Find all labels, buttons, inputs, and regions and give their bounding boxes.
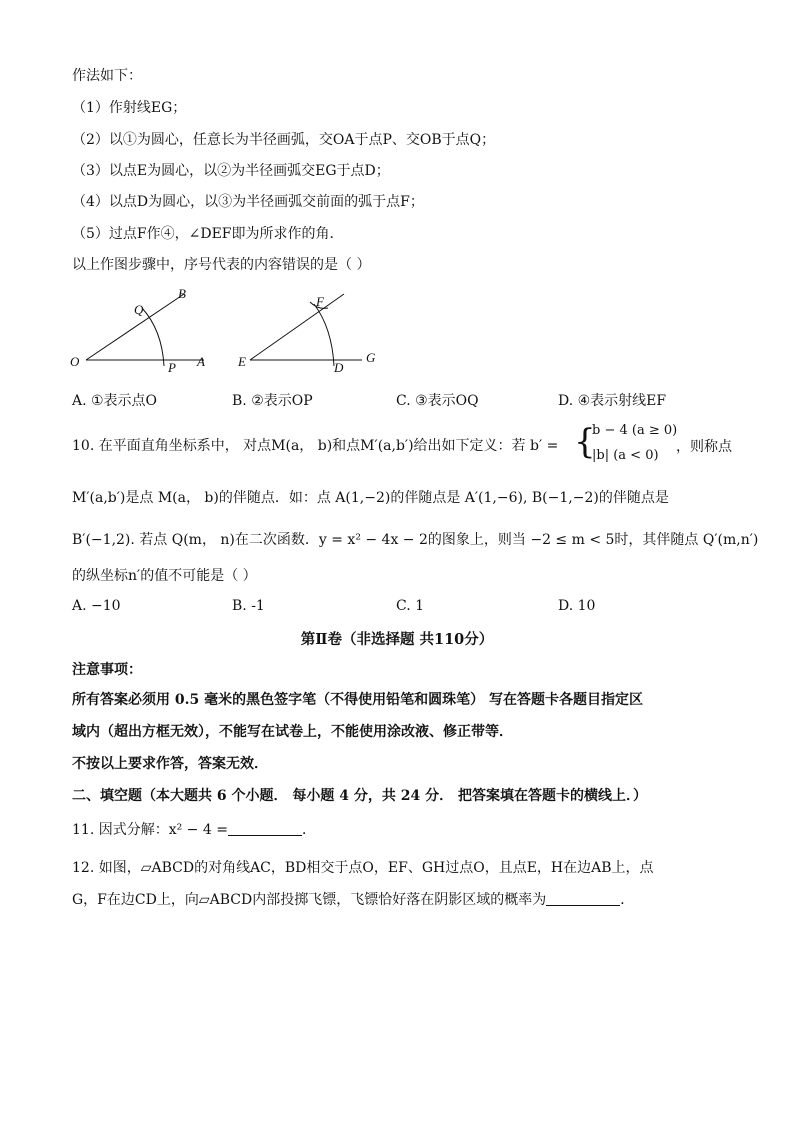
question-9-stem: 以上作图步骤中，序号代表的内容错误的是（ ）	[72, 257, 371, 273]
section-2-title: 第Ⅱ卷（非选择题 共110分）	[300, 631, 494, 648]
label-g: G	[366, 350, 376, 365]
q9-option-c[interactable]: C. ③表示OQ	[396, 393, 479, 409]
method-step-4: （4）以点D为圆心，以③为半径画弧交前面的弧于点F；	[72, 194, 424, 210]
arc-pq	[142, 308, 164, 366]
label-e: E	[238, 354, 246, 369]
notice-title: 注意事项：	[72, 662, 142, 678]
q9-option-b[interactable]: B. ②表示OP	[232, 393, 313, 409]
q10-line-4: 的纵坐标n′的值不可能是（ ）	[72, 568, 257, 584]
part-2-title: 二、填空题（本大题共 6 个小题． 每小题 4 分，共 24 分． 把答案填在答题卡的横线上．）	[72, 788, 647, 804]
q9-option-a[interactable]: A. ①表示点O	[72, 393, 158, 409]
q11-answer-blank[interactable]	[228, 821, 302, 836]
notice-line-2: 域内（超出方框无效），不能写在试卷上，不能使用涂改液、修正带等．	[72, 724, 513, 740]
label-b: B	[178, 286, 186, 301]
label-f: F	[316, 294, 324, 309]
q10-option-b[interactable]: B. -1	[232, 598, 265, 614]
q12-end: ．	[620, 892, 635, 908]
label-p: P	[168, 360, 176, 375]
q10-line-1-end: ，则称点	[676, 439, 732, 455]
label-q: Q	[134, 302, 144, 317]
label-o: O	[70, 354, 80, 369]
q11	[72, 820, 316, 840]
method-step-3: （3）以点E为圆心，以②为半径画弧交EG于点D；	[72, 163, 390, 179]
figure-angle-def	[232, 284, 392, 376]
method-step-5: （5）过点F作④，∠DEF即为所求作的角．	[72, 226, 344, 242]
q11-end: ．	[301, 822, 316, 838]
method-step-1: （1）作射线EG；	[72, 100, 187, 116]
piecewise-brace: {	[574, 422, 596, 462]
method-intro: 作法如下：	[72, 68, 142, 84]
piecewise-case-1: b − 4 (a ≥ 0)	[592, 423, 678, 438]
method-step-2: （2）以①为圆心，任意长为半径画弧，交OA于点P、交OB于点Q；	[72, 132, 496, 148]
q12-line-2	[72, 890, 634, 910]
piecewise-case-2: |b| (a < 0)	[592, 448, 659, 463]
q9-option-d[interactable]: D. ④表示射线EF	[558, 393, 667, 409]
q10-line-2: M′(a,b′)是点 M(a， b)的伴随点．如：点 A(1,−2)的伴随点是 A′(1,−6), B(−1,−2)的伴随点是	[72, 490, 669, 506]
notice-line-1: 所有答案必须用 0.5 毫米的黑色签字笔（不得使用铅笔和圆珠笔） 写在答题卡各题目指定区	[72, 692, 643, 708]
q12-text: G，F在边CD上，向▱ABCD内部投掷飞镖，飞镖恰好落在阴影区域的概率为	[72, 892, 547, 908]
q12-answer-blank[interactable]	[546, 891, 620, 906]
q10-option-c[interactable]: C. 1	[396, 598, 425, 614]
q11-text: 11. 因式分解：x² − 4 =	[72, 822, 228, 838]
ray-ef	[250, 294, 344, 360]
notice-line-3: 不按以上要求作答，答案无效．	[72, 756, 268, 772]
q12-line-1: 12. 如图，▱ABCD的对角线AC，BD相交于点O，EF、GH过点O，且点E，H在边AB上，点	[72, 860, 654, 876]
q10-line-3: B′(−1,2). 若点 Q(m， n)在二次函数．y = x² − 4x − 2的图象上，则当 −2 ≤ m < 5时，其伴随点 Q′(m,n′)	[72, 532, 759, 548]
q10-option-a[interactable]: A. −10	[72, 598, 121, 614]
q10-option-d[interactable]: D. 10	[558, 598, 596, 614]
label-d: D	[334, 360, 344, 375]
q10-line-1: 10. 在平面直角坐标系中， 对点M(a， b)和点M′(a,b′)给出如下定义：若 b′ =	[72, 438, 559, 454]
figure-angle-aob	[64, 284, 224, 376]
label-a: A	[197, 354, 205, 369]
